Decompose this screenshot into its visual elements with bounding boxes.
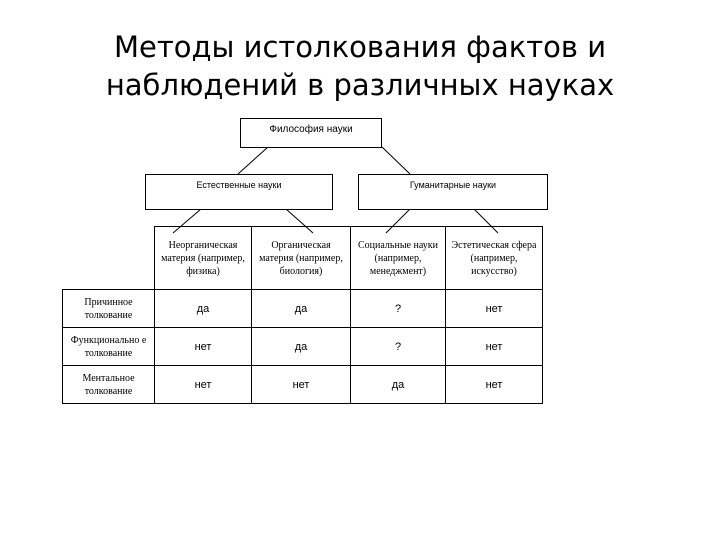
table-cell: нет bbox=[155, 328, 252, 366]
column-header: Эстетическая сфера (например, искусство) bbox=[446, 227, 543, 290]
root-node-box bbox=[240, 118, 382, 148]
row-label: Причинное толкование bbox=[63, 290, 155, 328]
column-header: Социальные науки (например, менеджмент) bbox=[351, 227, 446, 290]
table-row bbox=[63, 328, 543, 366]
row-label: Ментальное толкование bbox=[63, 366, 155, 404]
table-cell: да bbox=[252, 290, 351, 328]
connector-root-to-humanities bbox=[382, 147, 410, 174]
table-cell: нет bbox=[155, 366, 252, 404]
table-corner bbox=[63, 227, 155, 290]
table-cell: нет bbox=[446, 290, 543, 328]
table-header-row bbox=[63, 227, 543, 290]
table-cell: ? bbox=[351, 328, 446, 366]
slide-title bbox=[0, 28, 720, 104]
column-header: Органическая материя (например, биология) bbox=[252, 227, 351, 290]
row-label: Функционально е толкование bbox=[63, 328, 155, 366]
natural-sciences-box bbox=[145, 174, 333, 210]
table-cell: ? bbox=[351, 290, 446, 328]
table-cell: да bbox=[252, 328, 351, 366]
connector-root-to-natural bbox=[238, 147, 268, 174]
table-cell: да bbox=[155, 290, 252, 328]
natural-sciences-label: Естественные науки bbox=[196, 180, 282, 190]
humanities-box bbox=[358, 174, 548, 210]
table-cell: да bbox=[351, 366, 446, 404]
table-row bbox=[63, 290, 543, 328]
column-header: Неорганическая материя (например, физика) bbox=[155, 227, 252, 290]
slide-title-line-1: Методы истолкования фактов и bbox=[113, 30, 607, 64]
root-node-label: Философия науки bbox=[269, 124, 353, 135]
humanities-label: Гуманитарные науки bbox=[409, 180, 497, 190]
table-cell: нет bbox=[446, 328, 543, 366]
table-row bbox=[63, 366, 543, 404]
table-cell: нет bbox=[446, 366, 543, 404]
table-cell: нет bbox=[252, 366, 351, 404]
interpretation-table bbox=[62, 226, 543, 404]
slide-title-line-2: наблюдений в различных науках bbox=[105, 68, 615, 102]
